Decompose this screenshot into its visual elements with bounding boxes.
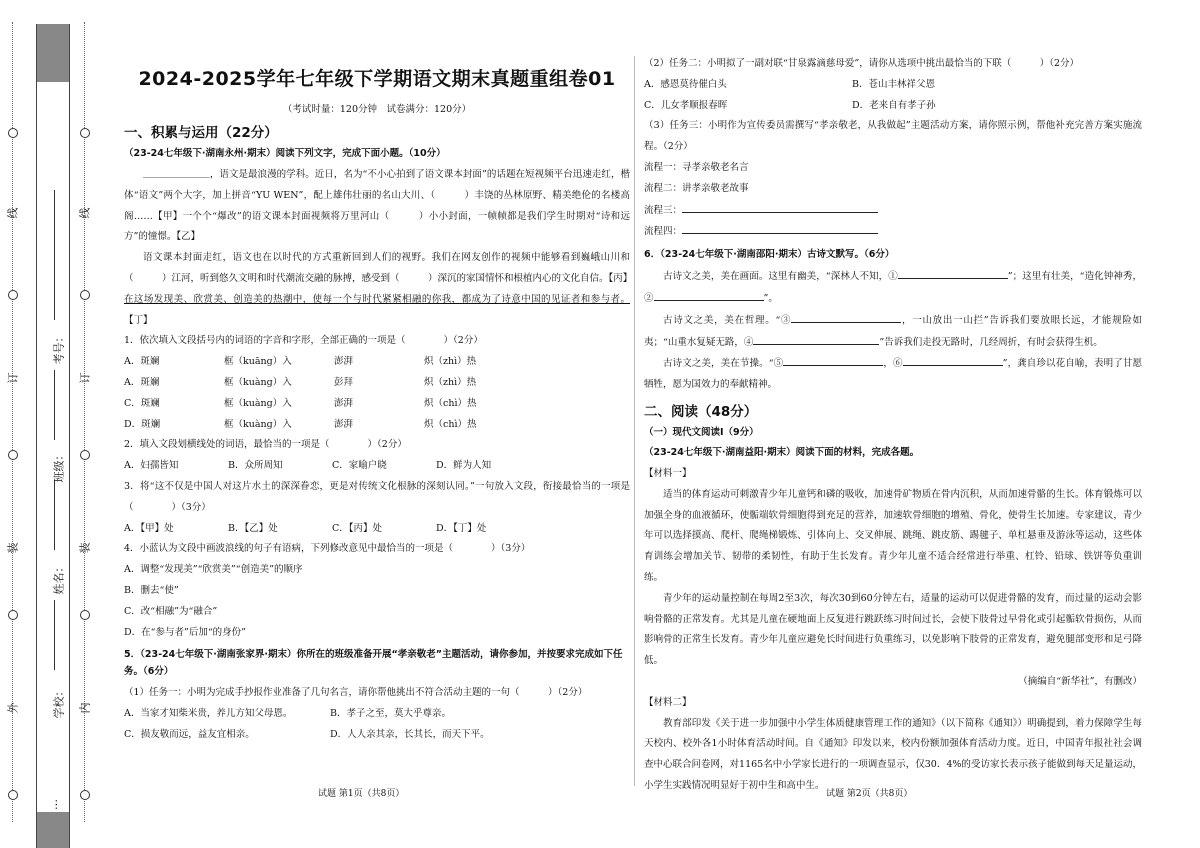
binding-hole-marker [8,610,18,620]
column-divider [634,56,635,786]
question-1: 1．依次填入文段括号内的词语的字音和字形，全部正确的一项是（ ）（2分） [124,335,483,347]
option[interactable]: B．众所周知 [228,460,283,472]
question-5-2: （2）任务二：小明拟了一副对联“甘泉露滴慈母爱”，请你从选项中挑出最恰当的下联（ ）（2分） [644,58,1080,69]
outer-mark: 外 [6,702,20,714]
binding-hole-marker [80,290,90,300]
inner-mark: 内 [78,702,92,714]
outer-mark: 订 [6,372,20,384]
flow-step: 流程三： [644,200,1142,222]
inner-mark: 装 [78,542,92,554]
binding-hole-marker [8,450,18,460]
question-4: 4．小蓝认为文段中画波浪线的句子有语病，下列修改意见中最恰当的一项是（ ）（3分） [124,543,531,555]
outer-mark: 装 [6,542,20,554]
poem-paragraph: 古诗文之美，美在画面。这里有幽美，“深林人不知，① ”；这里有壮美，“造化钟神秀，② ”。 [644,266,1142,310]
option-row[interactable]: A．斑斓 框（kuāng）入 澎湃 炽（zhì）热 [124,356,477,368]
poem-paragraph: 古诗文之美，美在哲理。“③ ，一山放出一山拦”告诉我们要放眼长远，才能规险如夷；“山重水复疑无路，④ ”告诉我们走投无路时，几经周折，有时会获得生机。 [644,310,1142,354]
class-label: 班级： [52,449,66,483]
question-2: 2．填入文段划横线处的词语，最恰当的一项是（ ）（2分） [124,439,407,451]
name-field[interactable] [54,480,55,550]
flow-step: 流程一：寻孝亲敬老名言 [644,161,749,173]
page-1 [124,56,633,746]
option[interactable]: D．老来自有孝子孙 [852,99,936,111]
page-footer: 试题 第1页（共8页） [318,789,405,799]
q2-options [124,456,630,477]
binding-hole-marker [80,790,90,800]
binding-hole-marker [80,610,90,620]
q5-1-options [124,704,630,725]
poem-blank-6[interactable] [903,353,1003,366]
q5-2-options [644,96,1142,117]
option[interactable]: D．在“参与者”后加“的身份” [124,626,247,638]
option[interactable]: A．当家才知柴米贵，养儿方知父母恩。 [124,708,293,720]
poem-blank-4[interactable] [753,332,879,345]
material-paragraph: 青少年的运动量控制在每周2至3次，每次30到60分钟左右，适量的运动可以促进骨骼的发育，而过量的运动会影响骨骼的正常发育。尤其是儿童在硬地面上反复进行跳跃练习时间过长，会使下肢骨过早骨化或引起骺软骨损伤，从而影响骨的正常生长发育。青少年儿童应避免长时间进行负重练习，以免影响下肢骨的正常发育，避免腿部变形和足弓降低。 [644,592,1142,667]
exam-meta: （考试时量：120分钟 试卷满分：120分） [282,104,472,115]
subsection-intro: （23-24七年级下·湖南益阳·期末）阅读下面的材料，完成各题。 [644,446,920,458]
outer-mark: 线 [6,207,20,219]
question-5-3: （3）任务三：小明作为宣传委员需撰写“孝亲敬老，从我做起”主题活动方案，请你照示例，帮他补充完善方案实施流程。（2分） [644,120,1142,153]
option[interactable]: B．【乙】处 [228,522,278,534]
wavy-underlined-sentence: 在这场发现美、欣赏美、创造美的热潮中，使每一个与时代紧紧相融的你我，都成为了诗意中国的见证者和参与者。 [124,293,630,305]
option[interactable]: B．孝子之至，莫大乎尊亲。 [330,708,451,720]
flow-4-blank[interactable] [682,221,878,234]
section-heading: 二、阅读（48分） [644,403,758,420]
option[interactable]: C．损友敬而远，益友宜相亲。 [124,728,255,740]
binding-band-top [37,24,69,82]
binding-strip [36,24,70,848]
binding-hole-marker [80,450,90,460]
binding-hole-marker [8,128,18,138]
material-source: （摘编自“新华社”，有删改） [1018,675,1142,687]
option[interactable]: A．感恩莫待催白头 [644,78,727,90]
binding-hole-marker [8,790,18,800]
exam-title: 2024-2025学年七年级下学期语文期末真题重组卷01 [138,68,616,90]
inner-mark: 订 [78,372,92,384]
option-row[interactable]: C．斑斓 框（kuàng）入 澎湃 炽（chì）热 [124,397,477,409]
subsection-heading: （一）现代文阅读Ⅰ（9分） [644,426,759,438]
option[interactable]: D．鲜为人知 [436,460,492,472]
binding-band-bottom [37,812,69,848]
binding-hole-marker [80,128,90,138]
inner-mark: 线 [78,207,92,219]
section-heading: 一、积累与运用（22分） [124,125,278,141]
flow-step: 流程二：讲孝亲敬老故事 [644,182,749,194]
option[interactable]: A．【甲】处 [124,522,174,534]
q5-2-options [644,75,1142,96]
option[interactable]: C．儿女孝顺报春晖 [644,99,728,111]
poem-blank-1[interactable] [898,266,1008,279]
option[interactable]: B．苍山丰林祥父恩 [852,78,935,90]
passage-paragraph: ＿＿＿＿＿＿＿，语文是最浪漫的学科。近日，名为“不小心拍到了语文课本封面”的话题在短视频平台迅速走红，楷体“语文”两个大字，加上拼音“YU WEN”，配上雄伟壮丽的名山大川、（ ）丰饶的丛林原野、精美绝伦的名楼高阁……【甲】一个个“爆改”的语文课本封面视频将万里河山（ ）小小封面，一帧帧都是我们学生时期对“诗和远方”的憧憬。【乙】 [124,169,630,243]
poem-blank-5[interactable] [783,353,883,366]
question-5-1: （1）任务一：小明为完成手抄报作业准备了几句名言，请你帮他挑出不符合活动主题的一句（ ）（2分） [124,687,588,699]
flow-step: 流程四： [644,221,1142,243]
question-3: 3．将“这不仅是中国人对这片水土的深深眷恋，更是对传统文化根脉的深刻认同。”一句放入文段，衔接最恰当的一项是（ ）（3分） [124,480,630,513]
question-6: 6．（23-24七年级下·湖南邵阳·期末）古诗文默写。（6分） [644,249,895,261]
material-label: 【材料一】 [644,467,692,479]
binding-hole-marker [8,290,18,300]
option[interactable]: D．【丁】处 [436,522,487,534]
option[interactable]: C．【丙】处 [332,522,383,534]
question-intro: （23-24七年级下·湖南永州·期末）阅读下列文字，完成下面小题。（10分） [124,148,446,159]
q3-options [124,519,630,540]
material-paragraph: 适当的体育运动可刺激青少年儿童钙和磷的吸收，加速骨矿物质在骨内沉积，从而加速骨骼的生长。体育锻炼可以加强全身的血液循环，使骺端软骨细胞得到充足的营养，加速软骨细胞的增殖、骨化，使骨生长加速。专家建议，青少年可以选择摸高、爬杆、爬绳梯锻炼、引体向上、交叉伸展、跳绳、跳皮筋、踢毽子、单杠悬垂及游泳等运动，这些体育训练会增加关节、韧带的柔韧性，有助于生长发育。青少年儿童不适合经常进行举重、杠铃、铅球、铁饼等负重训练。 [644,488,1142,583]
school-field[interactable] [54,600,55,670]
passage-paragraph: 语文课本封面走红，语文也在以时代的方式重新回到人们的视野。我们在网友创作的视频中能够看到巍峨山川和（ ）江河，听到悠久文明和时代潮流交融的脉搏，感受到（ ）深沉的家国情怀和根植内心的文化自信。【丙】在这场发现美、欣赏美、创造美的热潮中，使每一个与时代紧紧相融的你我，都成为了诗意中国的见证者和参与者。【丁】 [124,252,633,326]
material-label: 【材料二】 [644,696,692,708]
option[interactable]: C．改“相融”为“融合” [124,605,218,617]
page-2 [644,54,1142,797]
option-row[interactable]: D．斑斓 框（kuàng）入 澎湃 炽（chì）热 [124,418,477,430]
dots-mark: … [47,799,60,810]
exam-number-label: 考号： [52,331,66,365]
binding-margin [0,0,100,848]
class-field[interactable] [54,370,55,440]
option-row[interactable]: A．斑斓 框（kuàng）入 彭拜 炽（zhì）热 [124,376,477,388]
option[interactable]: D．人人亲其亲，长其长，而天下平。 [330,728,490,740]
poem-blank-2[interactable] [654,288,764,301]
question-5: 5．（23-24七年级下·湖南张家界·期末）你所在的班级准备开展“孝亲敬老”主题活动，请你参加，并按要求完成如下任务。（6分） [124,649,623,678]
option[interactable]: B．删去“使” [124,584,179,596]
material-paragraph: 教育部印发《关于进一步加强中小学生体质健康管理工作的通知》（以下简称《通知》）明确提到，着力保障学生每天校内、校外各1小时体育活动时间。自《通知》印发以来，校内份额加强体育活动力度。近日，中国青年报社社会调查中心联合问卷网，对1165名中小学家长进行的一项调查显示，仅30．4%的受访家长表示孩子能做到每天足量运动，小学生实践情况明显好于初中生和高中生。 [644,717,1142,791]
q1-options [124,352,630,435]
poem-blank-3[interactable] [791,310,901,323]
option[interactable]: A．妇孺皆知 [124,460,179,472]
exam-number-field[interactable] [54,190,55,320]
option[interactable]: A．调整“发现美”“欣赏美”“创造美”的顺序 [124,564,303,576]
flow-3-blank[interactable] [682,200,878,213]
poem-paragraph: 古诗文之美，美在节操。“⑤ ，⑥ ”，龚自珍以花自喻，表明了甘愿牺牲，愿为国效力的奉献精神。 [644,353,1142,396]
q5-1-options [124,725,630,746]
option[interactable]: C．家喻户晓 [332,460,387,472]
name-label: 姓名： [52,561,66,595]
page-footer: 试题 第2页（共8页） [826,789,913,799]
school-label: 学校： [52,685,66,719]
